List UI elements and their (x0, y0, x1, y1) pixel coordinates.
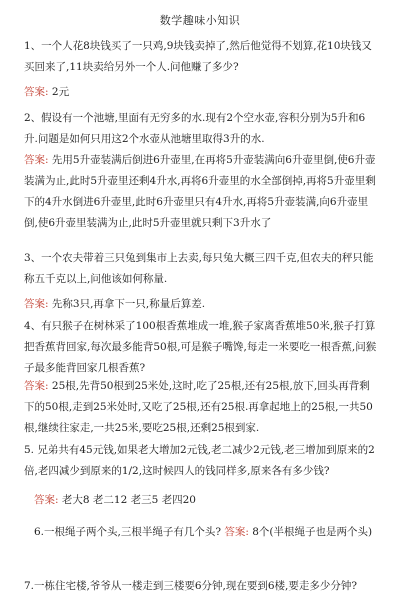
answer-label: 答案: (24, 86, 49, 98)
question-1: 1、一个人花8块钱买了一只鸡,9块钱卖掉了,然后他觉得不划算,花10块钱又买回来了,11块卖给另外一个人.问他赚了多少? (24, 40, 372, 73)
question-5: 5. 兄弟共有45元钱,如果老大增加2元钱,老二减少2元钱,老三增加到原来的2倍,老四减少到原来的1/2,这时候四人的钱同样多,原来各有多少钱? (24, 444, 375, 477)
answer-label: 答案: (24, 298, 49, 310)
answer-label: 答案: (224, 526, 249, 538)
question-text: 6.一根绳子两个头,三根半绳子有几个头? (34, 526, 221, 538)
answer-text: 2元 (51, 86, 70, 98)
question-7: 7.一栋住宅楼,爷爷从一楼走到三楼要6分钟,现在要到6楼,要走多少分钟? (24, 580, 358, 592)
page-title: 数学趣味小知识 (159, 14, 241, 27)
answer-3 (24, 294, 379, 315)
answer-2 (24, 150, 379, 234)
answer-5 (24, 490, 389, 511)
answer-1 (24, 82, 379, 103)
answer-text: 8个(半根绳子也是两个头) (252, 526, 373, 538)
answer-4 (24, 376, 379, 439)
answer-text: 25根,先背50根到25米处,这时,吃了25根,还有25根,放下,回头再背剩下的50根,走到25米处时,又吃了25根,还有25根.再拿起地上的25根,一共50根,继续往家走,一共25米,要吃25根,还剩25根到家. (24, 380, 373, 434)
question-6 (24, 522, 389, 543)
answer-text: 先用5升壶装满后倒进6升壶里,在再将5升壶装满向6升壶里倒,使6升壶装满为止,此时5升壶里还剩4升水,再将6升壶里的水全部倒掉,再将5升壶里剩下的4升水倒进6升壶里,此时6升壶里只有4升水,再将5升壶装满,向6升壶里倒,使6升壶里装满为止,此时5升壶里就只剩下3升水了 (24, 154, 376, 229)
answer-text: 老大8 老二12 老三5 老四20 (61, 494, 196, 506)
answer-text: 先称3只,再拿下一只,称量后算差. (51, 298, 206, 310)
answer-label: 答案: (24, 380, 49, 392)
question-2: 2、假设有一个池塘,里面有无穷多的水.现有2个空水壶,容积分别为5升和6升.问题是如何只用这2个水壶从池塘里取得3升的水. (24, 112, 366, 145)
question-4: 4、有只猴子在树林采了100根香蕉堆成一堆,猴子家离香蕉堆50米,猴子打算把香蕉背回家,每次最多能背50根,可是猴子嘴馋,每走一米要吃一根香蕉,问猴子最多能背回家几根香蕉? (24, 320, 377, 374)
answer-label: 答案: (34, 494, 59, 506)
question-3: 3、一个农夫带着三只兔到集市上去卖,每只兔大概三四千克,但农夫的秤只能称五千克以上,问他该如何称量. (24, 252, 374, 285)
answer-label: 答案: (24, 154, 49, 166)
